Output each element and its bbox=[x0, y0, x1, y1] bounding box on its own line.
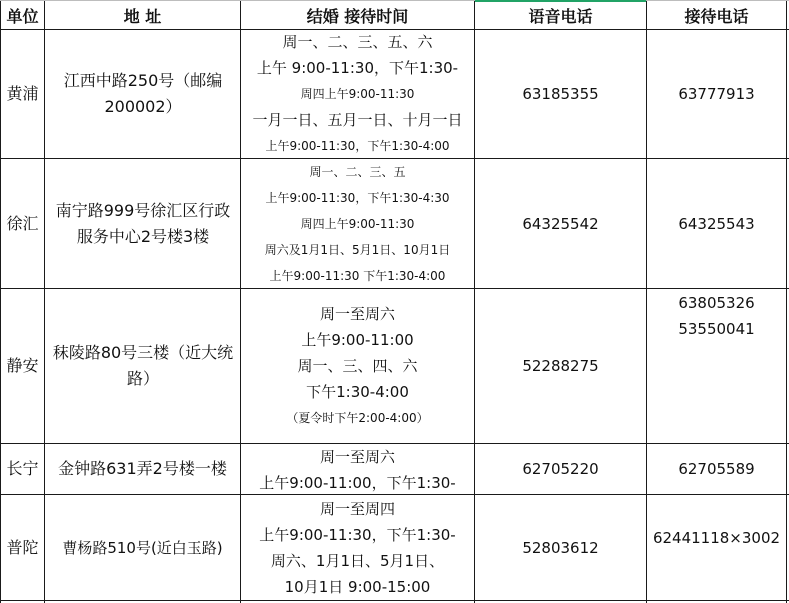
row-unit: 徐汇 bbox=[6, 213, 39, 233]
hours-line: 周六、1月1日、5月1日、 bbox=[270, 551, 445, 570]
hours-line: 上午9:00-11:30，下午1:30- bbox=[259, 525, 456, 544]
hours-line: 上午9:00-11:00，下午1:30- bbox=[259, 474, 456, 492]
hours-line: 周一至周六 bbox=[319, 305, 395, 323]
phone-number: 53550041 bbox=[678, 320, 755, 338]
row-reception-phone bbox=[647, 159, 786, 288]
hours-line: 上午9:00-11:00 bbox=[301, 331, 414, 349]
hours-line: 上午 9:00-11:30，下午1:30- bbox=[256, 59, 459, 77]
hours-line: 周一至周六 bbox=[319, 448, 395, 466]
row-voice-phone: 64325542 bbox=[522, 214, 599, 233]
row-hours bbox=[241, 444, 474, 494]
header-hours: 结婚 接待时间 bbox=[306, 6, 409, 26]
header-voice-phone: 语音电话 bbox=[528, 6, 593, 26]
row-address: 江西中路250号（邮编200002） bbox=[63, 71, 223, 116]
row-voice-phone: 52288275 bbox=[522, 357, 599, 375]
hours-line: 上午9:00-11:30，下午1:30-4:00 bbox=[265, 139, 450, 153]
hours-line: 上午9:00-11:30 下午1:30-4:00 bbox=[269, 268, 446, 283]
row-address: 南宁路999号徐汇区行政服务中心2号楼3楼 bbox=[55, 200, 231, 246]
row-hours bbox=[241, 30, 474, 158]
hours-line: （夏令时下午2:00-4:00） bbox=[286, 411, 429, 425]
row-address: 曹杨路510号(近白玉路) bbox=[62, 538, 223, 557]
row-reception-phone bbox=[647, 495, 786, 580]
row-address: 秣陵路80号三楼（近大统路） bbox=[52, 343, 234, 388]
row-hours bbox=[241, 495, 474, 600]
row-unit: 静安 bbox=[6, 356, 39, 375]
header-address: 地 址 bbox=[123, 6, 162, 26]
phone-number: 62441118×3002 bbox=[652, 528, 781, 547]
header-reception-phone: 接待电话 bbox=[684, 6, 749, 26]
row-reception-phone bbox=[647, 289, 786, 443]
phone-number: 63777913 bbox=[678, 85, 755, 103]
hours-line: 上午9:00-11:30，下午1:30-4:30 bbox=[265, 190, 450, 205]
hours-line: 周一、二、三、五 bbox=[309, 164, 406, 179]
hours-line: 周四上午9:00-11:30 bbox=[300, 87, 415, 101]
hours-line: 周一至周四 bbox=[319, 499, 395, 518]
hours-line: 10月1日 9:00-15:00 bbox=[284, 577, 431, 596]
row-voice-phone: 62705220 bbox=[522, 460, 599, 478]
phone-number: 62705589 bbox=[678, 460, 755, 478]
hours-line: 周四上午9:00-11:30 bbox=[300, 216, 415, 231]
row-divider bbox=[0, 600, 789, 601]
header-unit: 单位 bbox=[6, 6, 39, 26]
row-voice-phone: 63185355 bbox=[522, 85, 599, 103]
row-reception-phone bbox=[647, 30, 786, 158]
hours-line: 周六及1月1日、5月1日、10月1日 bbox=[264, 242, 451, 257]
row-voice-phone: 52803612 bbox=[522, 538, 599, 557]
row-address: 金钟路631弄2号楼一楼 bbox=[58, 459, 227, 478]
row-unit: 普陀 bbox=[6, 537, 39, 557]
hours-line: 下午1:30-4:00 bbox=[306, 383, 409, 401]
row-hours bbox=[241, 289, 474, 443]
hours-line: 一月一日、五月一日、十月一日 bbox=[252, 111, 463, 129]
row-hours bbox=[241, 159, 474, 288]
phone-number: 64325543 bbox=[678, 214, 755, 233]
phone-number: 63805326 bbox=[678, 294, 755, 312]
hours-line: 周一、三、四、六 bbox=[297, 357, 418, 375]
row-unit: 黄浦 bbox=[6, 84, 39, 103]
row-reception-phone bbox=[647, 444, 786, 494]
row-unit: 长宁 bbox=[6, 459, 39, 478]
table-border-right bbox=[786, 0, 787, 603]
hours-line: 周一、二、三、五、六 bbox=[282, 33, 433, 51]
